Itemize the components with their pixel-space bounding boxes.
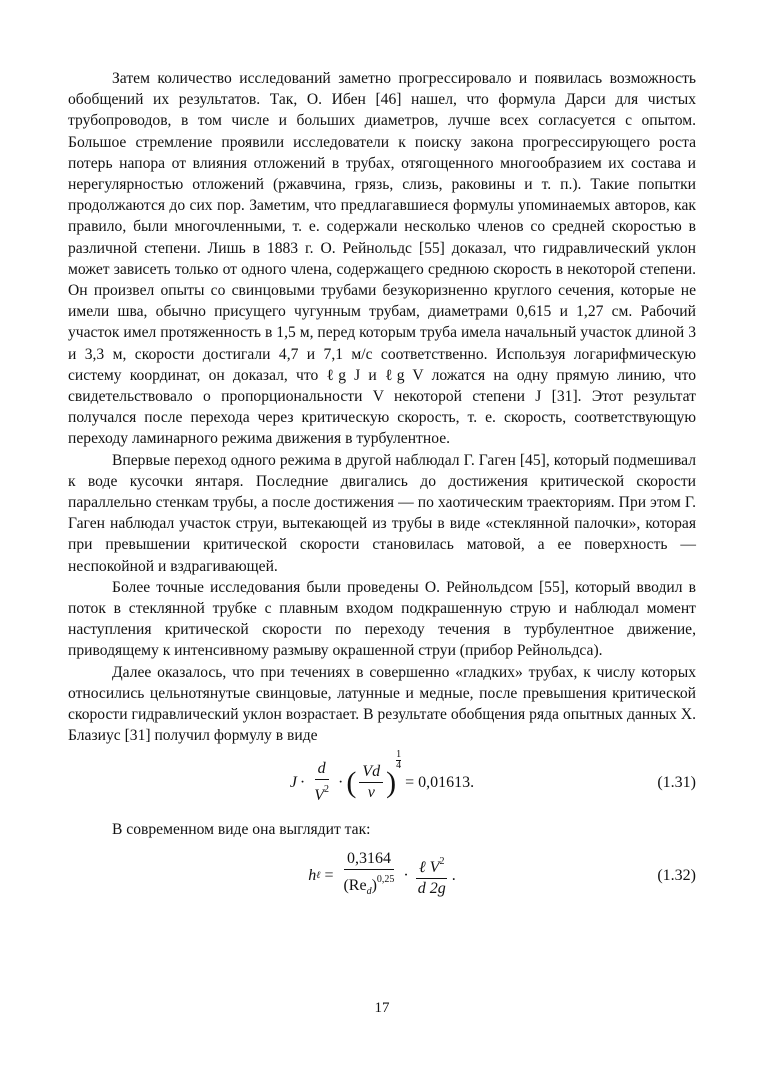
fraction-denominator [311,780,332,805]
exponent-denominator: 4 [396,760,402,771]
fraction-numerator: 0,3164 [344,850,394,870]
formula-J: J [289,773,297,791]
formula-rhs: = 0,01613. [405,773,475,791]
fraction-numerator: Vd [359,763,383,783]
formula-end: . [451,866,456,884]
numerator-square: 2 [439,856,445,868]
numerator-v: V [429,859,440,877]
left-paren: ( [346,765,357,799]
paragraph-5: В современном виде она выглядит так: [112,820,371,838]
fraction-denominator: d 2g [417,880,446,898]
paragraph-4: Далее оказалось, что при течениях в совершенно «гладких» трубах, к числу которых относились цельнотянутые свинцовые, латунные и медные, после превышения критической скорости гидравлический уклон возрастает. В результате обобщения ряда опытных данных Х. Блазиус [31] получил формулу в виде [68,663,696,745]
fraction-denominator [340,870,397,901]
fraction-coef-over-re [340,850,397,901]
reynolds-subscript: d [366,886,372,898]
formula-h-subscript: ℓ [316,870,321,882]
fraction-numerator: d [315,760,329,780]
exponent-numerator: 1 [396,749,402,760]
exponent-fraction [396,750,401,771]
formula-blasius [68,747,696,819]
den-paren-left: ( [343,877,349,895]
fraction-denominator: ν [367,784,375,801]
paragraph-1: Затем количество исследований заметно прогрессировало и появилась возможность обобщений их результатов. Так, О. Ибен [46] нашел, что формула Дарси для чистых трубопроводов, в том числе и больших диаметров, лучше всех согласуется с опытом. Большое стремление проявили исследователи к поиску закона прогрессирующего роста потерь напора от влияния отложений в трубах, отягощенного многообразием их состава и нерегулярностью отложений (ржавчина, грязь, слизь, раковины и т. п.). Такие попытки продолжаются до сих пор. Заметим, что предлагавшиеся формулы упоминаемых авторов, как правило, были многочленными, т. е. содержали несколько членов со средней скоростью в различной степени. Лишь в 1883 г. О. Рейнольдс [55] доказал, что гидравлический уклон может зависеть только от одного члена, содержащего среднюю скорость в некоторой степени. Он произвел опыты со свинцовыми трубами безукоризненно круглого сечения, которые не имели шва, обычно присущего чугунным трубам, диаметрами 0,615 и 1,27 см. Рабочий участок имел протяженность в 1,5 м, перед которым труба имела начальный участок длиной 3 и 3,3 м, скорости достигали 4,7 и 7,1 м/с соответственно. Используя логарифмическую систему координат, он доказал, что ℓg J и ℓg V ложатся на одну прямую линию, что свидетельствовало о пропорциональности V некоторой степени J [31]. Этот результат получался после перехода через критическую скорость, т. е. скорость, соответствующую переходу ламинарного режима движения в турбулентное. [68,70,696,448]
paragraph-2: Впервые переход одного режима в другой наблюдал Г. Гаген [45], который подмешивал к воде кусочки янтаря. Последние двигались до достижения критической скорости параллельно стенкам трубы, а после достижения — по хаотическим траекториям. При этом Г. Гаген наблюдал участок струи, вытекающей из трубы в виде «стеклянной палочки», которая при превышении критической скорости становилась матовой, а ее поверхность — неспокойной и вздрагивающей. [68,451,696,575]
equation-number-1-32: (1.32) [657,866,696,884]
reynolds: Re [348,877,367,895]
page-number: 17 [374,1000,390,1016]
formula-modern-expression [68,840,696,912]
fraction-numerator [416,853,447,879]
den-paren-right: ) [371,877,377,895]
numerator-l: ℓ [419,859,426,877]
formula-dot: · [338,773,344,791]
formula-blasius-expression [68,747,696,819]
fraction-lv2-over-d2g [415,853,449,898]
fraction-d-over-v2 [311,760,332,805]
formula-dot: · [403,866,409,884]
formula-dot: · [299,773,306,791]
denominator-square: 2 [324,784,330,795]
denominator-v: V [314,787,325,804]
right-paren: ) [386,765,397,799]
page-body [68,68,696,912]
equation-number-1-31: (1.31) [657,773,696,791]
formula-h: h [308,866,317,884]
paragraph-3: Более точные исследования были проведены О. Рейнольдсом [55], который вводил в поток в стеклянной трубке с плавным входом подкрашенную струю и наблюдал момент наступления критической скорости по переходу течения в турбулентное движение, приводящему к интенсивному размыву окрашенной струи (прибор Рейнольдса). [68,578,696,660]
formula-equals: = [324,866,334,884]
fraction-vd-over-nu [359,763,383,802]
formula-modern [68,840,696,912]
reynolds-exponent: 0,25 [376,874,395,886]
